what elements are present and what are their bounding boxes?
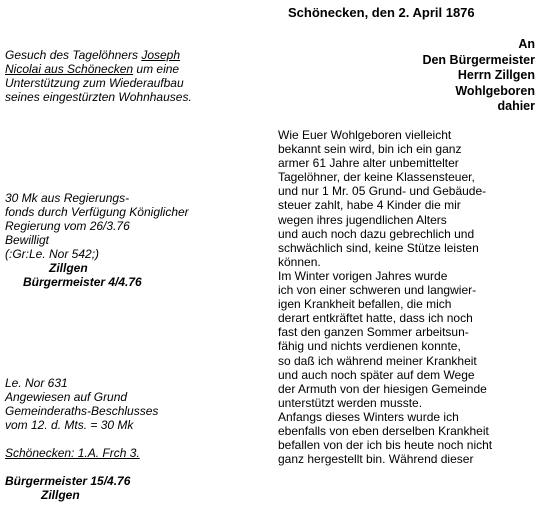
recipient-address	[422, 37, 535, 115]
note-line: (:Gr:Le. Nor 542;)	[5, 247, 100, 261]
letter-body-line: befallen von der ich bis heute noch nicht	[278, 438, 493, 453]
recipient-line: An	[518, 37, 535, 51]
note-line: Le. Nor 631	[5, 376, 68, 390]
letter-body-line: steuer zahlt, habe 4 Kinder die mir	[278, 198, 461, 213]
recipient-line: Den Bürgermeister	[422, 52, 535, 67]
note-line: Unterstützung zum Wiederaufbau	[5, 76, 184, 90]
note-line: 30 Mk aus Regierungs-	[5, 191, 130, 205]
letter-body-line: bekannt sein wird, bin ich ein ganz	[278, 142, 462, 157]
signature-name: Zillgen	[41, 488, 80, 502]
signature-title: Bürgermeister 15/4.76	[5, 474, 131, 488]
letter-body-line: armer 61 Jahre alter unbemittelter	[278, 156, 459, 171]
letter-body-line: Im Winter vorigen Jahres wurde	[278, 268, 448, 283]
letter-body-line: igen Krankheit befallen, die mich	[278, 297, 452, 312]
note-line: Bewilligt	[5, 233, 50, 247]
margin-note-petition	[5, 48, 192, 104]
recipient-line: Herrn Zillgen	[457, 68, 535, 82]
petitioner-name: Joseph	[141, 48, 181, 62]
letter-body-line: und nur 1 Mr. 05 Grund- und Gebäude-	[278, 184, 487, 199]
note-line: vom 12. d. Mts. = 30 Mk	[5, 418, 134, 432]
payment-reference: Schönecken: 1.A. Frch 3.	[5, 446, 140, 460]
recipient-line: Wohlgeboren	[455, 83, 535, 98]
petitioner-origin: Nicolai aus Schönecken	[5, 62, 134, 76]
note-line: seines eingestürzten Wohnhauses.	[5, 90, 192, 104]
letter-date-line: Schönecken, den 2. April 1876	[288, 5, 475, 20]
letter-body-line: unterstützt werden musste.	[278, 395, 423, 410]
note-line: Angewiesen auf Grund	[5, 390, 128, 404]
signature-title: Bürgermeister 4/4.76	[23, 275, 142, 289]
letter-body-line: derart entkräftet hatte, dass ich noch	[278, 311, 473, 326]
letter-body-line: ich von einer schweren und langwier-	[278, 283, 477, 298]
letter-body-line: und auch noch später auf dem Wege	[278, 367, 475, 382]
letter-body-line: können.	[278, 254, 321, 269]
signature-name: Zillgen	[49, 261, 88, 275]
letter-body	[278, 128, 492, 466]
note-line: fonds durch Verfügung Königlicher	[5, 205, 189, 219]
note-line	[5, 62, 192, 76]
letter-body-line: der Armuth von der hiesigen Gemeinde	[278, 381, 487, 396]
letter-body-line: wegen ihres jugendlichen Alters	[278, 212, 447, 227]
note-line: Regierung vom 26/3.76	[5, 219, 130, 233]
spacer	[5, 460, 158, 474]
margin-note-payment	[5, 376, 158, 502]
letter-body-line: Tagelöhner, der keine Klassensteuer,	[278, 170, 475, 185]
note-line: Gemeinderaths-Beschlusses	[5, 404, 159, 418]
recipient-line: dahier	[497, 99, 535, 113]
note-text: um eine	[133, 62, 180, 76]
spacer	[5, 432, 158, 446]
margin-note-approval	[5, 191, 189, 289]
letter-body-line: ebenfalls von eben derselben Krankheit	[278, 423, 489, 438]
letter-body-line: und auch noch dazu gebrechlich und	[278, 226, 475, 241]
note-text: Gesuch des Tagelöhners	[5, 48, 142, 62]
letter-body-line: fähig und nichts verdienen konnte,	[278, 339, 461, 354]
letter-body-line: so daß ich während meiner Krankheit	[278, 353, 477, 368]
letter-body-line: schwächlich sind, keine Stütze leisten	[278, 240, 479, 255]
letter-body-line: Wie Euer Wohlgeboren vielleicht	[278, 128, 452, 142]
letter-body-line: Anfangs dieses Winters wurde ich	[278, 409, 459, 424]
letter-body-line: fast den ganzen Sommer arbeitsun-	[278, 325, 469, 340]
letter-body-line: ganz hergestellt bin. Während dieser	[278, 452, 474, 467]
note-line	[5, 48, 192, 62]
